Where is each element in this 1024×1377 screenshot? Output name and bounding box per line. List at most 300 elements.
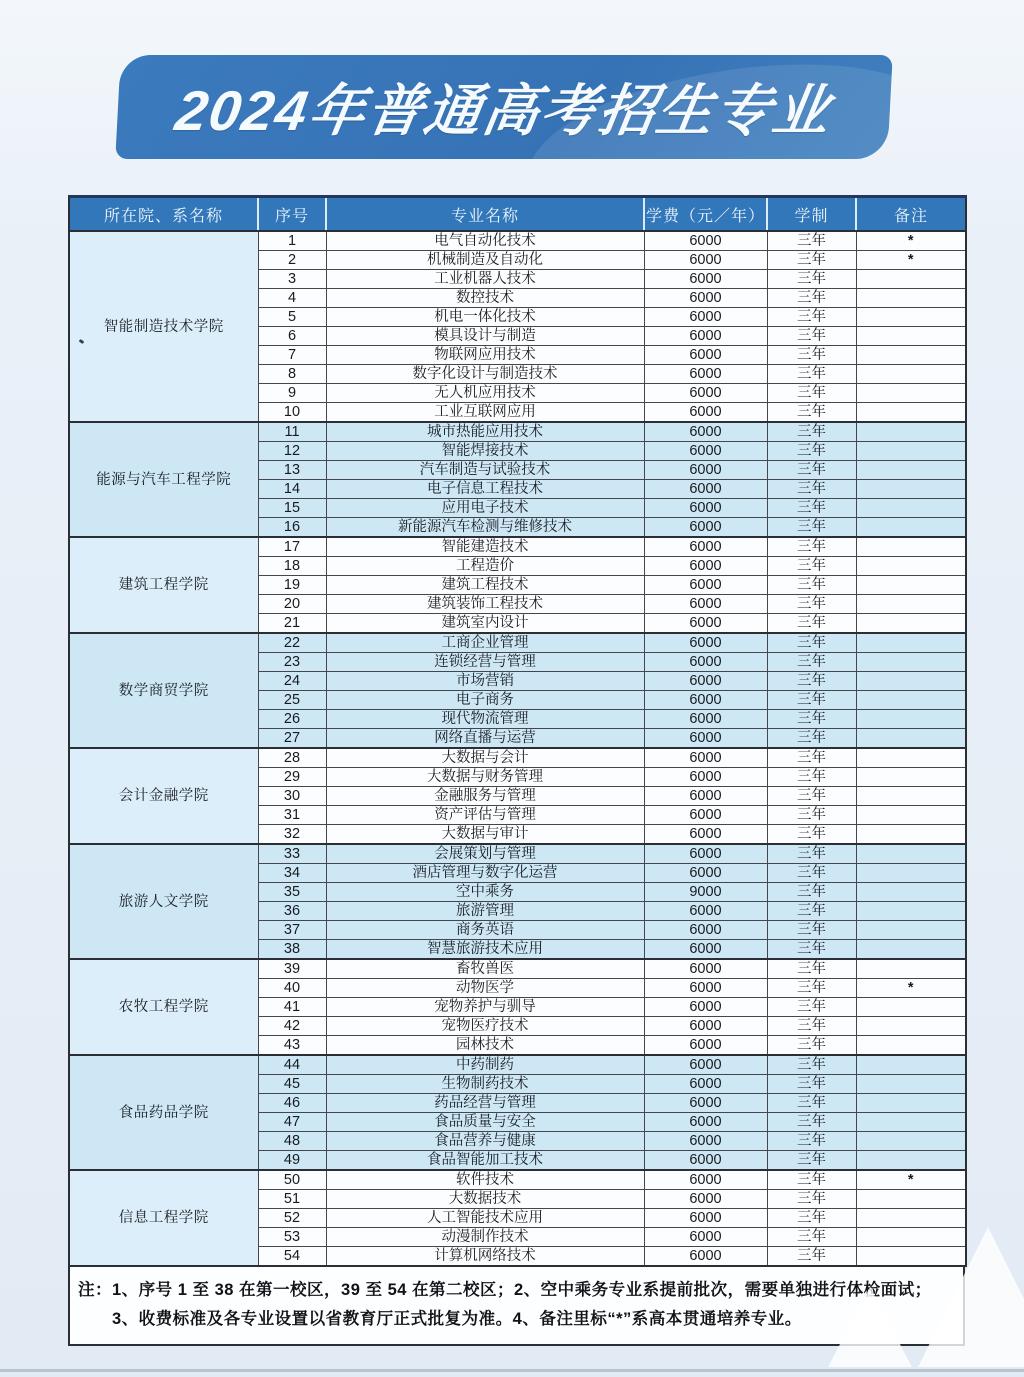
no-cell: 14 — [258, 480, 326, 499]
no-cell: 13 — [258, 461, 326, 480]
remark-cell — [856, 308, 966, 327]
major-cell: 工业互联网应用 — [326, 403, 644, 423]
major-cell: 中药制药 — [326, 1055, 644, 1075]
tuition-cell: 6000 — [644, 864, 767, 883]
no-cell: 10 — [258, 403, 326, 423]
table-body — [69, 231, 966, 1266]
tuition-cell: 6000 — [644, 940, 767, 960]
tuition-cell: 9000 — [644, 883, 767, 902]
remark-cell — [856, 499, 966, 518]
major-cell: 电子商务 — [326, 691, 644, 710]
major-cell: 机械制造及自动化 — [326, 251, 644, 270]
duration-cell: 三年 — [767, 346, 856, 365]
remark-cell — [856, 1036, 966, 1056]
remark-cell — [856, 844, 966, 864]
remark-cell — [856, 672, 966, 691]
tuition-cell: 6000 — [644, 518, 767, 538]
remark-cell — [856, 557, 966, 576]
no-cell: 51 — [258, 1190, 326, 1209]
page-title: 2024年普通高考招生专业 — [171, 79, 836, 142]
tuition-cell: 6000 — [644, 787, 767, 806]
major-cell: 资产评估与管理 — [326, 806, 644, 825]
no-cell: 40 — [258, 979, 326, 998]
note-line-1: 注：1、序号 1 至 38 在第一校区，39 至 54 在第二校区；2、空中乘务专业系提前批次，需要单独进行体检面试； — [78, 1281, 932, 1299]
no-cell: 48 — [258, 1132, 326, 1151]
duration-cell: 三年 — [767, 614, 856, 634]
remark-cell — [856, 422, 966, 442]
title-banner — [115, 55, 892, 159]
remark-cell — [856, 940, 966, 960]
remark-cell: * — [856, 251, 966, 270]
remark-cell — [856, 998, 966, 1017]
major-cell: 酒店管理与数字化运营 — [326, 864, 644, 883]
tuition-cell: 6000 — [644, 1209, 767, 1228]
no-cell: 43 — [258, 1036, 326, 1056]
no-cell: 3 — [258, 270, 326, 289]
no-cell: 33 — [258, 844, 326, 864]
tuition-cell: 6000 — [644, 251, 767, 270]
tuition-cell: 6000 — [644, 979, 767, 998]
no-cell: 6 — [258, 327, 326, 346]
duration-cell: 三年 — [767, 1132, 856, 1151]
duration-cell: 三年 — [767, 672, 856, 691]
major-cell: 金融服务与管理 — [326, 787, 644, 806]
majors-table — [68, 195, 967, 1267]
tuition-cell: 6000 — [644, 768, 767, 787]
tuition-cell: 6000 — [644, 1247, 767, 1267]
duration-cell: 三年 — [767, 499, 856, 518]
tuition-cell: 6000 — [644, 1075, 767, 1094]
remark-cell — [856, 480, 966, 499]
duration-cell: 三年 — [767, 537, 856, 557]
remark-cell — [856, 633, 966, 653]
tuition-cell: 6000 — [644, 1017, 767, 1036]
no-cell: 36 — [258, 902, 326, 921]
remark-cell — [856, 653, 966, 672]
tuition-cell: 6000 — [644, 1190, 767, 1209]
no-cell: 7 — [258, 346, 326, 365]
major-cell: 城市热能应用技术 — [326, 422, 644, 442]
college-name-cell: 能源与汽车工程学院 — [69, 422, 258, 537]
table-row — [69, 844, 966, 864]
no-cell: 22 — [258, 633, 326, 653]
tuition-cell: 6000 — [644, 384, 767, 403]
tuition-cell: 6000 — [644, 1151, 767, 1171]
college-name-cell: 旅游人文学院 — [69, 844, 258, 959]
duration-cell: 三年 — [767, 1170, 856, 1190]
remark-cell — [856, 1132, 966, 1151]
major-cell: 动物医学 — [326, 979, 644, 998]
tuition-cell: 6000 — [644, 365, 767, 384]
no-cell: 27 — [258, 729, 326, 749]
duration-cell: 三年 — [767, 1209, 856, 1228]
remark-cell — [856, 614, 966, 634]
duration-cell: 三年 — [767, 1055, 856, 1075]
remark-cell — [856, 461, 966, 480]
remark-cell — [856, 1151, 966, 1171]
duration-cell: 三年 — [767, 1247, 856, 1267]
no-cell: 23 — [258, 653, 326, 672]
major-cell: 应用电子技术 — [326, 499, 644, 518]
remark-cell — [856, 327, 966, 346]
major-cell: 生物制药技术 — [326, 1075, 644, 1094]
major-cell: 大数据与会计 — [326, 748, 644, 768]
duration-cell: 三年 — [767, 289, 856, 308]
no-cell: 46 — [258, 1094, 326, 1113]
tuition-cell: 6000 — [644, 825, 767, 845]
duration-cell: 三年 — [767, 787, 856, 806]
no-cell: 15 — [258, 499, 326, 518]
no-cell: 9 — [258, 384, 326, 403]
remark-cell — [856, 1017, 966, 1036]
column-header-number: 序号 — [258, 197, 326, 232]
major-cell: 大数据与审计 — [326, 825, 644, 845]
remark-cell — [856, 806, 966, 825]
remark-cell — [856, 1113, 966, 1132]
no-cell: 32 — [258, 825, 326, 845]
table-row — [69, 1170, 966, 1190]
major-cell: 建筑装饰工程技术 — [326, 595, 644, 614]
remark-cell — [856, 864, 966, 883]
tuition-cell: 6000 — [644, 1228, 767, 1247]
no-cell: 39 — [258, 959, 326, 979]
major-cell: 商务英语 — [326, 921, 644, 940]
table-row — [69, 537, 966, 557]
no-cell: 29 — [258, 768, 326, 787]
duration-cell: 三年 — [767, 480, 856, 499]
duration-cell: 三年 — [767, 691, 856, 710]
remark-cell — [856, 1055, 966, 1075]
duration-cell: 三年 — [767, 1036, 856, 1056]
no-cell: 24 — [258, 672, 326, 691]
duration-cell: 三年 — [767, 998, 856, 1017]
tuition-cell: 6000 — [644, 270, 767, 289]
no-cell: 52 — [258, 1209, 326, 1228]
tuition-cell: 6000 — [644, 1170, 767, 1190]
remark-cell: * — [856, 979, 966, 998]
remark-cell — [856, 1190, 966, 1209]
major-cell: 宠物医疗技术 — [326, 1017, 644, 1036]
college-name-cell: 信息工程学院 — [69, 1170, 258, 1266]
no-cell: 25 — [258, 691, 326, 710]
major-cell: 宠物养护与驯导 — [326, 998, 644, 1017]
tuition-cell: 6000 — [644, 537, 767, 557]
duration-cell: 三年 — [767, 557, 856, 576]
tuition-cell: 6000 — [644, 921, 767, 940]
duration-cell: 三年 — [767, 365, 856, 384]
major-cell: 工程造价 — [326, 557, 644, 576]
watermark-mountain-small — [828, 1284, 912, 1367]
tuition-cell: 6000 — [644, 806, 767, 825]
remark-cell — [856, 365, 966, 384]
major-cell: 食品营养与健康 — [326, 1132, 644, 1151]
table-row — [69, 231, 966, 251]
duration-cell: 三年 — [767, 1075, 856, 1094]
remark-cell — [856, 346, 966, 365]
table-row — [69, 422, 966, 442]
note-line-2: 3、收费标准及各专业设置以省教育厅正式批复为准。4、备注里标“*”系高本贯通培养专业。 — [112, 1310, 802, 1328]
document-content — [68, 195, 965, 1346]
tuition-cell: 6000 — [644, 595, 767, 614]
college-name-cell: 建筑工程学院 — [69, 537, 258, 633]
no-cell: 38 — [258, 940, 326, 960]
college-name-cell: 数学商贸学院 — [69, 633, 258, 748]
major-cell: 动漫制作技术 — [326, 1228, 644, 1247]
major-cell: 网络直播与运营 — [326, 729, 644, 749]
major-cell: 软件技术 — [326, 1170, 644, 1190]
no-cell: 8 — [258, 365, 326, 384]
tuition-cell: 6000 — [644, 289, 767, 308]
major-cell: 大数据与财务管理 — [326, 768, 644, 787]
major-cell: 物联网应用技术 — [326, 346, 644, 365]
no-cell: 18 — [258, 557, 326, 576]
duration-cell: 三年 — [767, 844, 856, 864]
major-cell: 计算机网络技术 — [326, 1247, 644, 1267]
duration-cell: 三年 — [767, 518, 856, 538]
tuition-cell: 6000 — [644, 959, 767, 979]
duration-cell: 三年 — [767, 231, 856, 251]
column-header-remark: 备注 — [856, 197, 966, 232]
remark-cell: * — [856, 231, 966, 251]
no-cell: 20 — [258, 595, 326, 614]
major-cell: 工商企业管理 — [326, 633, 644, 653]
no-cell: 42 — [258, 1017, 326, 1036]
no-cell: 28 — [258, 748, 326, 768]
no-cell: 16 — [258, 518, 326, 538]
remark-cell — [856, 959, 966, 979]
duration-cell: 三年 — [767, 825, 856, 845]
tuition-cell: 6000 — [644, 1055, 767, 1075]
remark-cell — [856, 902, 966, 921]
major-cell: 数字化设计与制造技术 — [326, 365, 644, 384]
tuition-cell: 6000 — [644, 346, 767, 365]
no-cell: 47 — [258, 1113, 326, 1132]
tuition-cell: 6000 — [644, 614, 767, 634]
major-cell: 连锁经营与管理 — [326, 653, 644, 672]
scan-edge-line — [0, 1369, 1024, 1372]
remark-cell — [856, 710, 966, 729]
remark-cell — [856, 384, 966, 403]
tuition-cell: 6000 — [644, 729, 767, 749]
duration-cell: 三年 — [767, 940, 856, 960]
tuition-cell: 6000 — [644, 748, 767, 768]
tuition-cell: 6000 — [644, 557, 767, 576]
no-cell: 44 — [258, 1055, 326, 1075]
duration-cell: 三年 — [767, 251, 856, 270]
tuition-cell: 6000 — [644, 653, 767, 672]
major-cell: 无人机应用技术 — [326, 384, 644, 403]
tuition-cell: 6000 — [644, 576, 767, 595]
remark-cell — [856, 883, 966, 902]
no-cell: 54 — [258, 1247, 326, 1267]
table-row — [69, 959, 966, 979]
tuition-cell: 6000 — [644, 844, 767, 864]
header-row — [69, 197, 966, 232]
no-cell: 19 — [258, 576, 326, 595]
tuition-cell: 6000 — [644, 998, 767, 1017]
remark-cell — [856, 691, 966, 710]
duration-cell: 三年 — [767, 1151, 856, 1171]
no-cell: 35 — [258, 883, 326, 902]
major-cell: 建筑工程技术 — [326, 576, 644, 595]
remark-cell — [856, 403, 966, 423]
major-cell: 建筑室内设计 — [326, 614, 644, 634]
tuition-cell: 6000 — [644, 691, 767, 710]
major-cell: 药品经营与管理 — [326, 1094, 644, 1113]
tuition-cell: 6000 — [644, 1113, 767, 1132]
remark-cell — [856, 1094, 966, 1113]
remark-cell — [856, 289, 966, 308]
tuition-cell: 6000 — [644, 902, 767, 921]
column-header-duration: 学制 — [767, 197, 856, 232]
duration-cell: 三年 — [767, 806, 856, 825]
no-cell: 4 — [258, 289, 326, 308]
major-cell: 园林技术 — [326, 1036, 644, 1056]
remark-cell — [856, 595, 966, 614]
duration-cell: 三年 — [767, 576, 856, 595]
duration-cell: 三年 — [767, 921, 856, 940]
tuition-cell: 6000 — [644, 499, 767, 518]
duration-cell: 三年 — [767, 461, 856, 480]
duration-cell: 三年 — [767, 653, 856, 672]
duration-cell: 三年 — [767, 1113, 856, 1132]
major-cell: 会展策划与管理 — [326, 844, 644, 864]
remark-cell — [856, 518, 966, 538]
duration-cell: 三年 — [767, 308, 856, 327]
no-cell: 11 — [258, 422, 326, 442]
major-cell: 大数据技术 — [326, 1190, 644, 1209]
major-cell: 畜牧兽医 — [326, 959, 644, 979]
major-cell: 工业机器人技术 — [326, 270, 644, 289]
duration-cell: 三年 — [767, 384, 856, 403]
major-cell: 电子信息工程技术 — [326, 480, 644, 499]
major-cell: 机电一体化技术 — [326, 308, 644, 327]
duration-cell: 三年 — [767, 422, 856, 442]
major-cell: 电气自动化技术 — [326, 231, 644, 251]
table-row — [69, 748, 966, 768]
no-cell: 53 — [258, 1228, 326, 1247]
no-cell: 21 — [258, 614, 326, 634]
remark-cell — [856, 768, 966, 787]
watermark-mountain-large — [918, 1224, 1024, 1367]
column-header-major: 专业名称 — [326, 197, 644, 232]
duration-cell: 三年 — [767, 327, 856, 346]
no-cell: 26 — [258, 710, 326, 729]
no-cell: 17 — [258, 537, 326, 557]
no-cell: 1 — [258, 231, 326, 251]
major-cell: 汽车制造与试验技术 — [326, 461, 644, 480]
remark-cell — [856, 576, 966, 595]
remark-cell — [856, 1075, 966, 1094]
no-cell: 49 — [258, 1151, 326, 1171]
remark-cell — [856, 442, 966, 461]
major-cell: 智慧旅游技术应用 — [326, 940, 644, 960]
remark-cell — [856, 729, 966, 749]
tuition-cell: 6000 — [644, 710, 767, 729]
table-row — [69, 633, 966, 653]
no-cell: 31 — [258, 806, 326, 825]
tuition-cell: 6000 — [644, 403, 767, 423]
duration-cell: 三年 — [767, 979, 856, 998]
tuition-cell: 6000 — [644, 672, 767, 691]
tuition-cell: 6000 — [644, 422, 767, 442]
major-cell: 食品智能加工技术 — [326, 1151, 644, 1171]
major-cell: 新能源汽车检测与维修技术 — [326, 518, 644, 538]
no-cell: 30 — [258, 787, 326, 806]
column-header-tuition: 学费（元／年） — [644, 197, 767, 232]
duration-cell: 三年 — [767, 1190, 856, 1209]
remark-cell — [856, 270, 966, 289]
major-cell: 现代物流管理 — [326, 710, 644, 729]
table-row — [69, 1055, 966, 1075]
remark-cell: * — [856, 1170, 966, 1190]
college-name-cell: 农牧工程学院 — [69, 959, 258, 1055]
major-cell: 食品质量与安全 — [326, 1113, 644, 1132]
duration-cell: 三年 — [767, 270, 856, 289]
duration-cell: 三年 — [767, 902, 856, 921]
remark-cell — [856, 787, 966, 806]
tuition-cell: 6000 — [644, 308, 767, 327]
duration-cell: 三年 — [767, 403, 856, 423]
no-cell: 5 — [258, 308, 326, 327]
duration-cell: 三年 — [767, 710, 856, 729]
no-cell: 41 — [258, 998, 326, 1017]
duration-cell: 三年 — [767, 768, 856, 787]
major-cell: 数控技术 — [326, 289, 644, 308]
no-cell: 2 — [258, 251, 326, 270]
tuition-cell: 6000 — [644, 1094, 767, 1113]
major-cell: 模具设计与制造 — [326, 327, 644, 346]
no-cell: 34 — [258, 864, 326, 883]
tuition-cell: 6000 — [644, 442, 767, 461]
tuition-cell: 6000 — [644, 633, 767, 653]
college-name-cell: 食品药品学院 — [69, 1055, 258, 1170]
table-header — [69, 197, 966, 232]
major-cell: 智能焊接技术 — [326, 442, 644, 461]
duration-cell: 三年 — [767, 442, 856, 461]
tuition-cell: 6000 — [644, 480, 767, 499]
tuition-cell: 6000 — [644, 1132, 767, 1151]
major-cell: 人工智能技术应用 — [326, 1209, 644, 1228]
no-cell: 50 — [258, 1170, 326, 1190]
tuition-cell: 6000 — [644, 461, 767, 480]
duration-cell: 三年 — [767, 959, 856, 979]
duration-cell: 三年 — [767, 729, 856, 749]
column-header-college: 所在院、系名称 — [69, 197, 258, 232]
duration-cell: 三年 — [767, 883, 856, 902]
duration-cell: 三年 — [767, 864, 856, 883]
remark-cell — [856, 748, 966, 768]
duration-cell: 三年 — [767, 595, 856, 614]
no-cell: 12 — [258, 442, 326, 461]
college-name-cell: 智能制造技术学院 — [69, 231, 258, 422]
duration-cell: 三年 — [767, 633, 856, 653]
duration-cell: 三年 — [767, 1017, 856, 1036]
major-cell: 旅游管理 — [326, 902, 644, 921]
duration-cell: 三年 — [767, 748, 856, 768]
college-name-cell: 会计金融学院 — [69, 748, 258, 844]
major-cell: 市场营销 — [326, 672, 644, 691]
duration-cell: 三年 — [767, 1094, 856, 1113]
tuition-cell: 6000 — [644, 327, 767, 346]
major-cell: 空中乘务 — [326, 883, 644, 902]
no-cell: 45 — [258, 1075, 326, 1094]
tuition-cell: 6000 — [644, 231, 767, 251]
major-cell: 智能建造技术 — [326, 537, 644, 557]
no-cell: 37 — [258, 921, 326, 940]
remark-cell — [856, 537, 966, 557]
duration-cell: 三年 — [767, 1228, 856, 1247]
